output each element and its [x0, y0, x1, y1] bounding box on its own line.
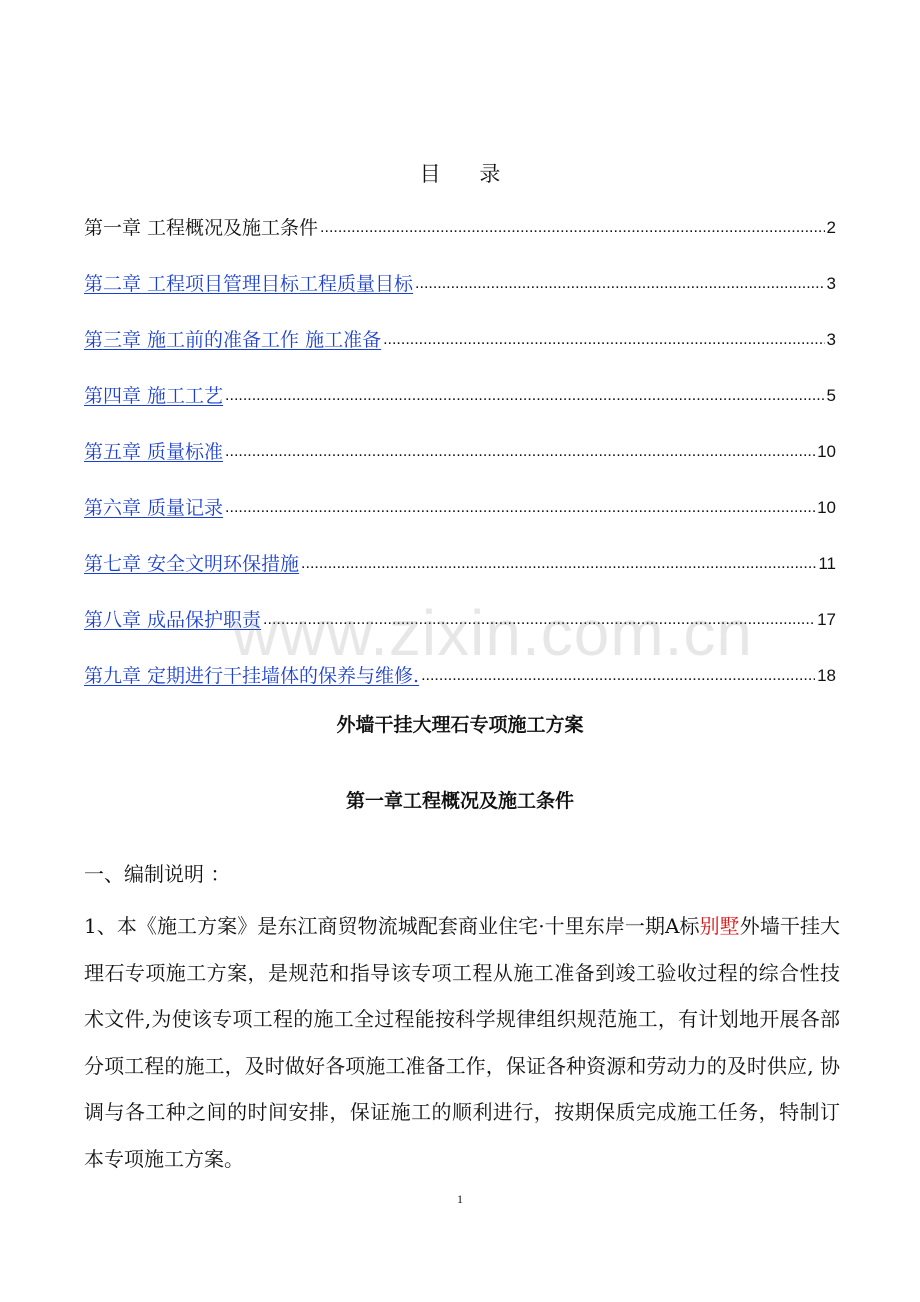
toc-entry-link[interactable]: 第六章 质量记录	[84, 497, 224, 519]
toc-leader-dots	[225, 440, 815, 464]
toc-leader-dots	[263, 608, 815, 632]
toc-entry-7	[84, 520, 836, 576]
toc-title-right: 录	[479, 162, 501, 186]
toc-entry-9	[84, 632, 836, 688]
toc-entry-1	[84, 204, 836, 240]
toc-entry-link[interactable]: 第四章 施工工艺	[84, 385, 224, 407]
toc-entry-link[interactable]: 第五章 质量标准	[84, 441, 224, 463]
toc-entry-5	[84, 408, 836, 464]
toc-leader-dots	[320, 216, 824, 240]
highlighted-text: 别墅	[699, 914, 740, 938]
toc-entry-page: 3	[826, 274, 836, 293]
paragraph-text-rest: 外墙干挂大理石专项施工方案，是规范和指导该专项工程从施工准备到竣工验收过程的综合性技术文件,为使该专项工程的施工全过程能按科学规律组织规范施工，有计划地开展各部分项工程的施工，及时做好各项施工准备工作，保证各种资源和劳动力的及时供应, 协调与各工种之间的时间安排，保证施工的顺利进行，按期保质完成施工任务，特制订本专项施工方案。	[84, 914, 841, 1171]
toc-entry-page: 10	[817, 498, 836, 517]
toc-entry-label: 第一章 工程概况及施工条件	[84, 217, 319, 239]
toc-leader-dots	[225, 384, 824, 408]
toc-entry-8	[84, 576, 836, 632]
toc-entry-link[interactable]: 第八章 成品保护职责	[84, 609, 262, 631]
toc-entry-2	[84, 240, 836, 296]
body-paragraph	[84, 903, 840, 1182]
section-heading: 一、编制说明 ：	[84, 862, 231, 886]
page-number: 1	[457, 1192, 463, 1206]
toc-entry-page: 18	[817, 666, 836, 685]
toc-leader-dots	[415, 272, 824, 296]
toc-entry-page: 5	[826, 386, 836, 405]
toc-entry-link[interactable]: 第九章 定期进行干挂墙体的保养与维修.	[84, 665, 420, 687]
toc-entry-4	[84, 352, 836, 408]
toc-leader-dots	[225, 496, 815, 520]
toc-leader-dots	[301, 552, 816, 576]
paragraph-text-start: 1、本《施工方案》是东江商贸物流城配套商业住宅·十里东岸一期A标	[84, 914, 700, 938]
toc-entry-page: 10	[817, 442, 836, 461]
document-title: 外墙干挂大理石专项施工方案	[336, 714, 584, 736]
watermark: www.zixin.com.cn	[232, 597, 753, 669]
toc-entry-link[interactable]: 第三章 施工前的准备工作 施工准备	[84, 329, 382, 351]
toc-entry-page: 11	[818, 554, 836, 573]
toc-entry-page: 17	[817, 610, 836, 629]
toc-entry-6	[84, 464, 836, 520]
toc-entry-page: 2	[826, 218, 836, 237]
toc-entry-link[interactable]: 第二章 工程项目管理目标工程质量目标	[84, 273, 414, 295]
toc-leader-dots	[383, 328, 824, 352]
toc-title	[0, 158, 920, 188]
chapter-title: 第一章工程概况及施工条件	[345, 790, 574, 812]
toc-leader-dots	[421, 664, 815, 688]
toc-entry-3	[84, 296, 836, 352]
toc-entry-link[interactable]: 第七章 安全文明环保措施	[84, 553, 300, 575]
toc-entry-page: 3	[826, 330, 836, 349]
toc-title-left: 目	[419, 162, 441, 186]
table-of-contents	[84, 204, 836, 688]
